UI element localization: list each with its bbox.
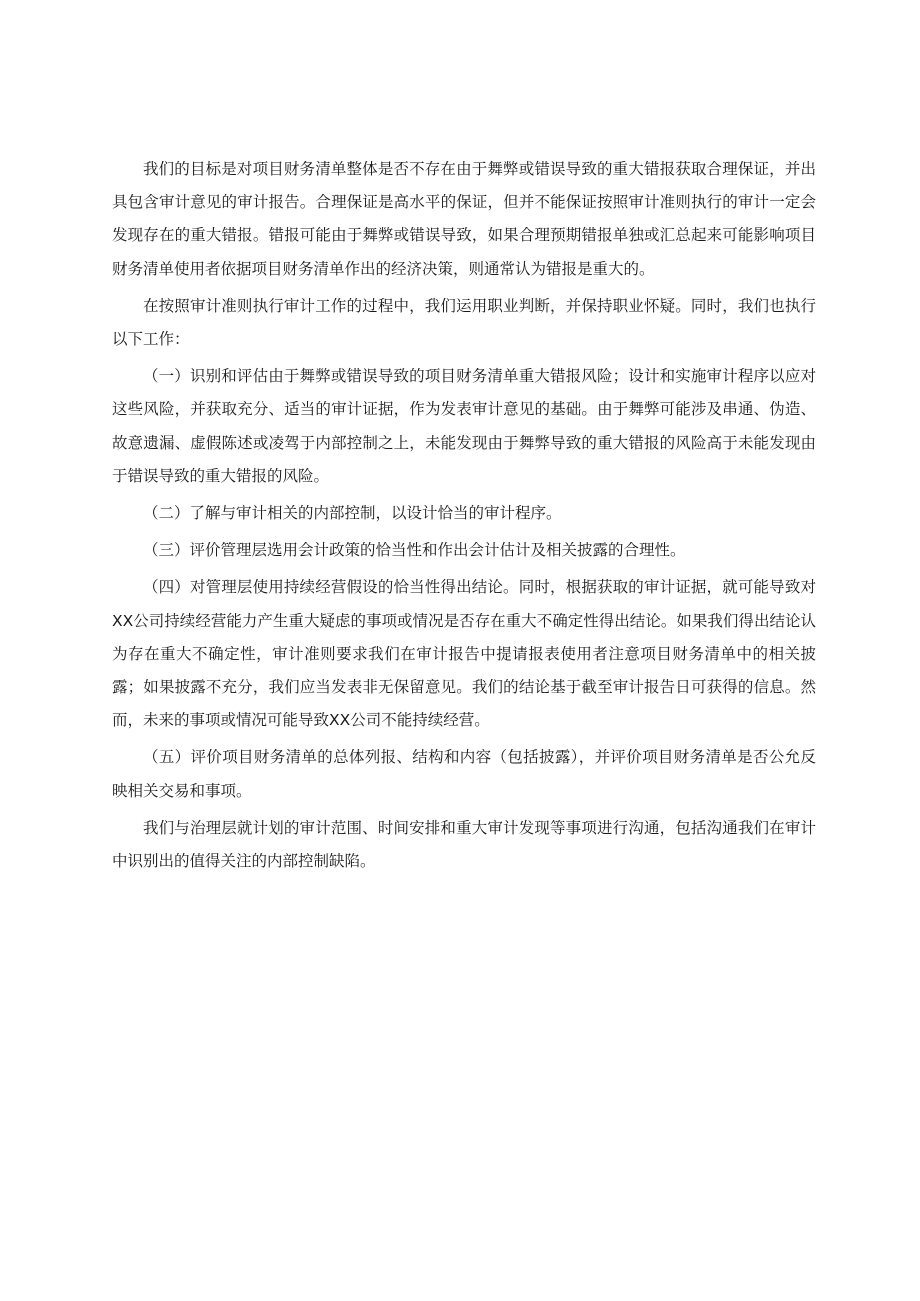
paragraph-item-3-accounting-policies: （三）评价管理层选用会计政策的恰当性和作出会计估计及相关披露的合理性。 — [143, 541, 686, 560]
paragraph-professional-judgment: 在按照审计准则执行审计工作的过程中，我们运用职业判断，并保持职业怀疑。同时，我们也执行以下工作： — [112, 296, 816, 349]
paragraph-item-4-going-concern: （四）对管理层使用持续经营假设的恰当性得出结论。同时，根据获取的审计证据，就可能导致对XX公司持续经营能力产生重大疑虑的事项或情况是否存在重大不确定性得出结论。如果我们得出结论认为存在重大不确定性，审计准则要求我们在审计报告中提请报表使用者注意项目财务清单中的相关披露；如果披露不充分，我们应当发表非无保留意见。我们的结论基于截至审计报告日可获得的信息。然而，未来的事项或情况可能导致XX公司不能持续经营。 — [112, 578, 816, 730]
paragraph-governance-communication: 我们与治理层就计划的审计范围、时间安排和重大审计发现等事项进行沟通，包括沟通我们在审计中识别出的值得关注的内部控制缺陷。 — [112, 818, 816, 871]
paragraph-item-1-risk-assessment: （一）识别和评估由于舞弊或错误导致的项目财务清单重大错报风险；设计和实施审计程序以应对这些风险，并获取充分、适当的审计证据，作为发表审计意见的基础。由于舞弊可能涉及串通、伪造、故意遗漏、虚假陈述或凌驾于内部控制之上，未能发现由于舞弊导致的重大错报的风险高于未能发现由于错误导致的重大错报的风险。 — [112, 367, 816, 485]
paragraph-item-2-internal-control: （二）了解与审计相关的内部控制，以设计恰当的审计程序。 — [143, 504, 562, 523]
document-body — [112, 153, 816, 878]
paragraph-item-5-presentation: （五）评价项目财务清单的总体列报、结构和内容（包括披露），并评价项目财务清单是否公允反映相关交易和事项。 — [112, 748, 816, 800]
paragraph-audit-objective: 我们的目标是对项目财务清单整体是否不存在由于舞弊或错误导致的重大错报获取合理保证，并出具包含审计意见的审计报告。合理保证是高水平的保证，但并不能保证按照审计准则执行的审计一定会发现存在的重大错报。错报可能由于舞弊或错误导致，如果合理预期错报单独或汇总起来可能影响项目财务清单使用者依据项目财务清单作出的经济决策，则通常认为错报是重大的。 — [112, 160, 816, 278]
